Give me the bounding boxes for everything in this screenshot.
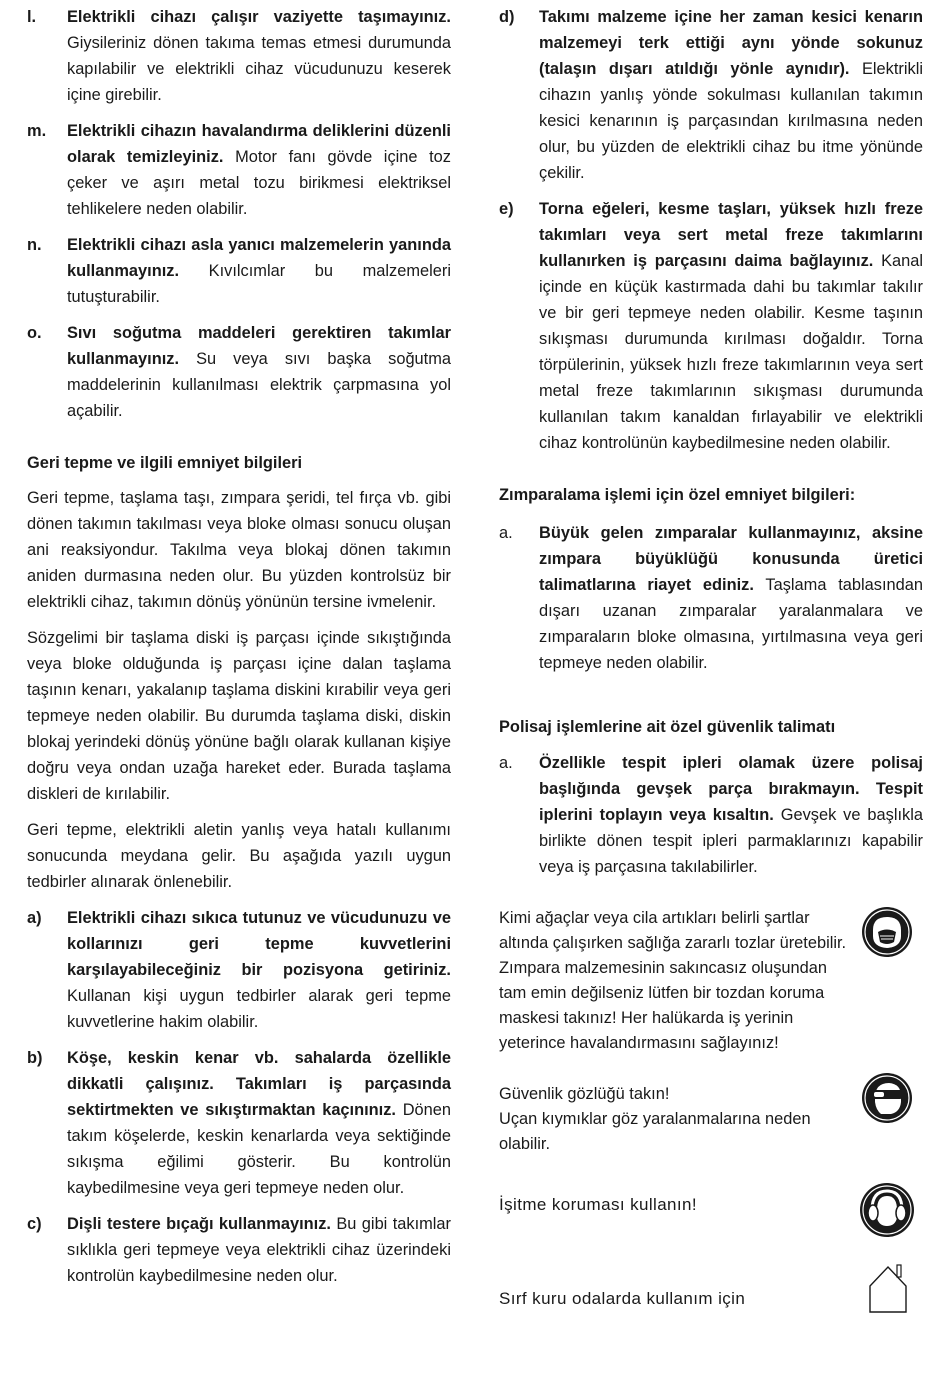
item-text: Elektrikli cihazın yanlış yönde sokulması kullanılan takımın kesici kenarının iş parçasından kırılmasına neden olur, bu yüzden de elektrikli cihaz bu itme yönünde çekilir.: [539, 60, 923, 182]
item-label: a.: [499, 524, 513, 542]
list-item: [499, 750, 923, 880]
item-bold: Özellikle tespit ipleri olamak üzere polisaj başlığında gevşek parça bırakmayın. Tespit iplerini toplayın veya kısaltın.: [539, 754, 923, 824]
dust-mask-icon: [861, 906, 913, 958]
ear-protection-icon: [859, 1182, 915, 1238]
notice-text: İşitme koruması kullanın!: [499, 1195, 698, 1214]
item-label: n.: [27, 236, 42, 254]
item-bold: Elektrikli cihazı çalışır vaziyette taşımayınız.: [67, 8, 451, 26]
item-label: m.: [27, 122, 47, 140]
item-text: Kanal içinde en küçük kastırmada dahi bu takımlar takılır ve bir geri tepmeye neden olabilir. Kesme taşının sıkışması durumunda kırılması doğaldır. Torna törpülerinin, yüksek hızlı freze takımlarının veya sert metal freze takımlarının sıkışması durumunda kullanılan takım kanaldan fırlayabilir ve elektrikli cihaz kontrolünün kaybedilmesine neden olabilir.: [539, 252, 923, 452]
item-text: Motor fanı gövde içine toz çeker ve aşırı metal tozu birikmesi elektriksel tehlikelere neden olabilir.: [67, 148, 451, 218]
item-label: a): [27, 909, 42, 927]
list-item: [27, 1045, 451, 1201]
indoor-use-notice: [499, 1262, 923, 1314]
kickback-heading: Geri tepme ve ilgili emniyet bilgileri: [27, 454, 303, 472]
notice-text: Kimi ağaçlar veya cila artıkları belirli şartlar altında çalışırken sağlığa zararlı tozlar üretebilir. Zımpara malzemesinin sakıncasız oluşundan tam emin değilseniz lütfen bir tozdan koruma maskesi takınız! Her halükarda iş yerinin yeterince havalandırmasını sağlayınız!: [499, 909, 847, 1052]
item-bold: Torna eğeleri, kesme taşları, yüksek hızlı freze takımları veya sert metal freze takımlarını kullanırken iş parçasını daima bağlayınız.: [539, 200, 923, 270]
item-label: l.: [27, 8, 37, 26]
right-column: [499, 4, 923, 1314]
notice-text: Sırf kuru odalarda kullanım için: [499, 1289, 746, 1308]
notice-text: Güvenlik gözlüğü takın! Uçan kıymıklar göz yaralanmalarına neden olabilir.: [499, 1085, 811, 1153]
list-item: [499, 520, 923, 676]
item-text: Su veya sıvı başka soğutma maddelerinin kullanılması elektrik çarpmasına yol açabilir.: [67, 350, 451, 420]
item-text: Taşlama tablasından dışarı uzanan zımparalar yaralanmalara ve zımparaların bloke olmasına, yırtılmasına veya geri tepmeye neden olabilir.: [539, 576, 923, 672]
paragraph: Geri tepme, taşlama taşı, zımpara şeridi, tel fırça vb. gibi dönen takımın takılması veya bloke olması sonucu oluşan ani reaksiyondur. Takılma veya blokaj dönen takımın aniden durmasına neden olur. Bu yüzden kontrolsüz bir elektrikli cihaz, takımın dönüş yönünün tersine ivmelenir.: [27, 489, 451, 611]
item-bold: Dişli testere bıçağı kullanmayınız.: [67, 1215, 331, 1233]
item-bold: Büyük gelen zımparalar kullanmayınız, aksine zımpara büyüklüğü konusunda üretici talimatlarına riayet ediniz.: [539, 524, 923, 594]
left-column: [27, 4, 451, 1289]
list-item: [499, 4, 923, 186]
list-item: [27, 905, 451, 1035]
item-text: Dönen takım köşelerde, keskin kenarlarda veya sektiğinde sıkışma eğilimi gösterir. Bu kontrolün kaybedilmesine veya geri tepmeye neden olur.: [67, 1101, 451, 1197]
item-bold: Köşe, keskin kenar vb. sahalarda özellikle dikkatli çalışınız. Takımları iş parçasında sektirtmekten ve sıkıştırmaktan kaçınınız.: [67, 1049, 451, 1119]
safety-goggles-icon: [861, 1072, 913, 1124]
ear-protection-notice: [499, 1182, 923, 1238]
item-bold: Elektrikli cihazı asla yanıcı malzemelerin yanında kullanmayınız.: [67, 236, 451, 280]
paragraph: Geri tepme, elektrikli aletin yanlış veya hatalı kullanımı sonucunda meydana gelir. Bu aşağıda yazılı uygun tedbirler alınarak önlenebilir.: [27, 821, 451, 891]
list-item: [499, 196, 923, 456]
item-text: Gevşek ve başlıkla birlikte dönen tespit ipleri parmaklarınızı kapabilir veya iş parçasına takılabilirler.: [539, 806, 923, 876]
dust-mask-notice: [499, 906, 923, 1056]
item-bold: Elektrikli cihazı sıkıca tutunuz ve vücudunuzu ve kollarınızı geri tepme kuvvetlerini karşılayabileceğiniz bir pozisyona getiriniz.: [67, 909, 451, 979]
indoor-use-house-icon: [867, 1262, 909, 1314]
safety-goggles-notice: [499, 1082, 923, 1157]
item-bold: Takımı malzeme içine her zaman kesici kenarın malzemeyi terk ettiği aynı yönde sokunuz (talaşın dışarı atıldığı yönle aynıdır).: [539, 8, 923, 78]
item-label: e): [499, 200, 514, 218]
item-label: a.: [499, 754, 513, 772]
item-text: Kıvılcımlar bu malzemeleri tutuşturabilir.: [67, 262, 451, 306]
polishing-heading: Polisaj işlemlerine ait özel güvenlik talimatı: [499, 718, 836, 736]
item-text: Giysileriniz dönen takıma temas etmesi durumunda kapılabilir ve elektrikli cihaz vücudunuzu keserek içine girebilir.: [67, 34, 451, 104]
paragraph: Sözgelimi bir taşlama diski iş parçası içinde sıkıştığında veya bloke olduğunda iş parçası içine dalan taşlama taşının kenarı, yakalanıp taşlama diskini kırabilir veya geri tepmeye neden olabilir. Bu durumda taşlama diski, diskin blokaj yerindeki dönüş yönüne bağlı olarak kullanan kişiye doğru veya ondan uzağa hareket eder. Burada taşlama diskleri de kırılabilir.: [27, 629, 451, 803]
item-text: Kullanan kişi uygun tedbirler alarak geri tepme kuvvetlerine hakim olabilir.: [67, 987, 451, 1031]
item-label: b): [27, 1049, 43, 1067]
item-label: c): [27, 1215, 42, 1233]
list-item: [27, 320, 451, 424]
item-text: Bu gibi takımlar sıklıkla geri tepmeye veya elektrikli cihaz üzerindeki kontrolün kaybedilmesine neden olur.: [67, 1215, 452, 1285]
item-bold: Elektrikli cihazın havalandırma deliklerini düzenli olarak temizleyiniz.: [67, 122, 451, 166]
list-item: [27, 232, 451, 310]
list-item: [27, 4, 451, 108]
item-label: d): [499, 8, 515, 26]
item-label: o.: [27, 324, 42, 342]
sanding-heading: Zımparalama işlemi için özel emniyet bilgileri:: [499, 486, 856, 504]
list-item: [27, 1211, 451, 1289]
item-bold: Sıvı soğutma maddeleri gerektiren takımlar kullanmayınız.: [67, 324, 451, 368]
list-item: [27, 118, 451, 222]
